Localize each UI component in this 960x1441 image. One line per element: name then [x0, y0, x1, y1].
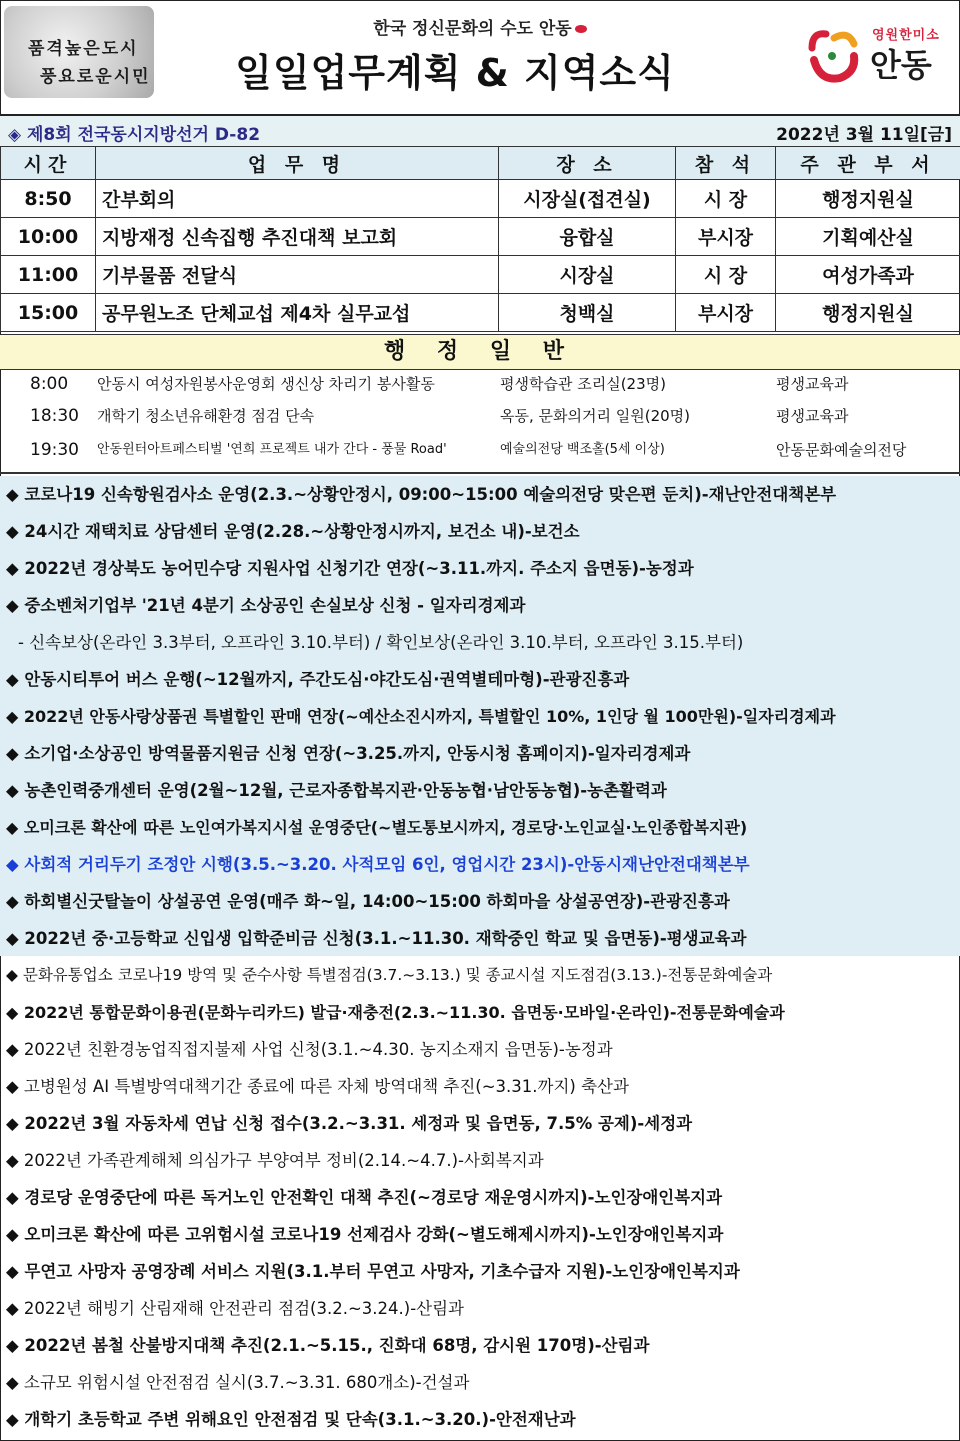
schedule-header-row: [1, 147, 960, 180]
notice-item: ◆ 2022년 해빙기 산림재해 안전관리 점검(3.2.~3.24.)-산림과: [6, 1299, 464, 1318]
notice-item: ◆ 2022년 3월 자동차세 연납 신청 접수(3.2.~3.31. 세정과 및 읍면동, 7.5% 공제)-세정과: [6, 1114, 693, 1133]
list-item: [0, 435, 960, 465]
row-time: 11:00: [1, 256, 96, 294]
notice-item: ◆ 개학기 초등학교 주변 위해요인 안전점검 및 단속(3.1.~3.20.)-안전재난과: [6, 1410, 576, 1429]
admin-time: 18:30: [30, 406, 79, 426]
col-header-time: 시간: [1, 147, 96, 180]
row-attend: 부시장: [676, 218, 776, 256]
notice-item: ◆ 소규모 위험시설 안전점검 실시(3.7.~3.31. 680개소)-건설과: [6, 1373, 470, 1392]
smile-logo-icon: [806, 26, 862, 86]
notice-item: ◆ 2022년 통합문화이용권(문화누리카드) 발급·재충전(2.3.~11.30. 읍면동·모바일·온라인)-전통문화예술과: [6, 1003, 785, 1022]
row-attend: 시 장: [676, 256, 776, 294]
row-place: 시장실: [499, 256, 676, 294]
col-header-dept: 주 관 부 서: [776, 147, 960, 180]
election-countdown: ◈ 제8회 전국동시지방선거 D-82: [8, 125, 261, 145]
row-task: 지방재정 신속집행 추진대책 보고회: [96, 218, 499, 256]
admin-title: 안동윈터아트페스티벌 '연희 프로젝트 내가 간다 - 풍물 Road': [97, 442, 447, 457]
notice-item: ◆ 무연고 사망자 공영장례 서비스 지원(3.1.부터 무연고 사망자, 기초수급자 지원)-노인장애인복지과: [6, 1262, 740, 1281]
notice-item: ◆ 고병원성 AI 특별방역대책기간 종료에 따른 자체 방역대책 추진(~3.31.까지) 축산과: [6, 1077, 629, 1096]
notice-item: ◆ 24시간 재택치료 상담센터 운영(2.28.~상황안정시까지, 보건소 내)-보건소: [6, 522, 580, 541]
notice-item: ◆ 중소벤처기업부 '21년 4분기 소상공인 손실보상 신청 - 일자리경제과: [6, 596, 526, 615]
admin-dept: 평생교육과: [776, 407, 849, 425]
admin-time: 8:00: [30, 374, 69, 394]
notice-item: ◆ 2022년 안동사랑상품권 특별할인 판매 연장(~예산소진시까지, 특별할인 10%, 1인당 월 100만원)-일자리경제과: [6, 707, 836, 726]
row-dept: 행정지원실: [776, 180, 960, 218]
table-row: [1, 294, 960, 332]
header: [0, 0, 960, 106]
row-task: 기부물품 전달식: [96, 256, 499, 294]
admin-title: 안동시 여성자원봉사운영회 생신상 차리기 봉사활동: [97, 375, 435, 393]
admin-title: 개학기 청소년유해환경 점검 단속: [97, 407, 315, 425]
admin-place: 예술의전당 백조홀(5세 이상): [500, 442, 665, 457]
notice-item: ◆ 2022년 친환경농업직접지불제 사업 신청(3.1.~4.30. 농지소재지 읍면동)-농정과: [6, 1040, 613, 1059]
row-time: 15:00: [1, 294, 96, 332]
notice-item: ◆ 코로나19 신속항원검사소 운영(2.3.~상황안정시, 09:00~15:00 예술의전당 맞은편 둔치)-재난안전대책본부: [6, 485, 837, 504]
row-time: 10:00: [1, 218, 96, 256]
notice-item: ◆ 2022년 봄철 산불방지대책 추진(2.1.~5.15., 진화대 68명, 감시원 170명)-산림과: [6, 1336, 650, 1355]
notice-item: ◆ 오미크론 확산에 따른 고위험시설 코로나19 선제검사 강화(~별도해제시까지)-노인장애인복지과: [6, 1225, 724, 1244]
row-dept: 여성가족과: [776, 256, 960, 294]
logo-name: 안동: [870, 46, 932, 84]
row-dept: 기획예산실: [776, 218, 960, 256]
row-dept: 행정지원실: [776, 294, 960, 332]
row-place: 융합실: [499, 218, 676, 256]
row-attend: 부시장: [676, 294, 776, 332]
notice-item: ◆ 하회별신굿탈놀이 상설공연 운영(매주 화~일, 14:00~15:00 하회마을 상설공연장)-관광진흥과: [6, 892, 730, 911]
subtitle-text: 한국 정신문화의 수도 안동: [373, 19, 572, 39]
col-header-attend: 참 석: [676, 147, 776, 180]
row-attend: 시 장: [676, 180, 776, 218]
row-time: 8:50: [1, 180, 96, 218]
andong-logo: [806, 20, 946, 90]
admin-place: 평생학습관 조리실(23명): [500, 375, 666, 393]
notice-subitem: - 신속보상(온라인 3.3부터, 오프라인 3.10.부터) / 확인보상(온라인 3.10.부터, 오프라인 3.15.부터): [18, 633, 744, 652]
notice-item: ◆ 2022년 경상북도 농어민수당 지원사업 신청기간 연장(~3.11.까지. 주소지 읍면동)-농정과: [6, 559, 694, 578]
table-row: [1, 256, 960, 294]
col-header-place: 장 소: [499, 147, 676, 180]
notice-item: ◆ 농촌인력중개센터 운영(2월~12월, 근로자종합복지관·안동농협·남안동농협)-농촌활력과: [6, 781, 667, 800]
list-item: [0, 401, 960, 431]
notice-item: ◆ 안동시티투어 버스 운행(~12월까지, 주간도심·야간도심·권역별테마형)-관광진흥과: [6, 670, 630, 689]
table-row: [1, 218, 960, 256]
col-header-task: 업 무 명: [96, 147, 499, 180]
admin-section-heading: 행 정 일 반: [0, 334, 960, 370]
admin-place: 옥동, 문화의거리 일원(20명): [500, 407, 690, 425]
logo-slogan: 영원한미소: [872, 28, 940, 43]
notice-item: ◆ 오미크론 확산에 따른 노인여가복지시설 운영중단(~별도통보시까지, 경로당·노인교실·노인종합복지관): [6, 818, 748, 837]
row-place: 청백실: [499, 294, 676, 332]
notice-item: ◆ 사회적 거리두기 조정안 시행(3.5.~3.20. 사적모임 6인, 영업시간 23시)-안동시재난안전대책본부: [6, 855, 750, 874]
admin-time: 19:30: [30, 440, 79, 460]
page-title: 일일업무계획 & 지역소식: [235, 51, 675, 95]
eye-icon: [575, 25, 587, 33]
row-place: 시장실(접견실): [499, 180, 676, 218]
notice-item: ◆ 2022년 가족관계해체 의심가구 부양여부 정비(2.14.~4.7.)-사회복지과: [6, 1151, 544, 1170]
table-row: [1, 180, 960, 218]
date-label: 2022년 3월 11일[금]: [776, 125, 952, 145]
info-bar: [0, 114, 960, 149]
notice-item: ◆ 소기업·소상공인 방역물품지원금 신청 연장(~3.25.까지, 안동시청 홈페이지)-일자리경제과: [6, 744, 691, 763]
notice-item: ◆ 2022년 중·고등학교 신입생 입학준비금 신청(3.1.~11.30. 재학중인 학교 및 읍면동)-평생교육과: [6, 929, 747, 948]
admin-dept: 평생교육과: [776, 375, 849, 393]
admin-dept: 안동문화예술의전당: [776, 441, 907, 459]
row-task: 간부회의: [96, 180, 499, 218]
section-divider: [0, 472, 960, 474]
notice-item: ◆ 문화유통업소 코로나19 방역 및 준수사항 특별점검(3.7.~3.13.) 및 종교시설 지도점검(3.13.)-전통문화예술과: [6, 966, 773, 984]
schedule-table: [0, 146, 960, 332]
slogan-line2: 풍요로운시민: [40, 67, 151, 87]
slogan-line1: 품격높은도시: [28, 39, 139, 59]
list-item: [0, 369, 960, 399]
notice-item: ◆ 경로당 운영중단에 따른 독거노인 안전확인 대책 추진(~경로당 재운영시까지)-노인장애인복지과: [6, 1188, 723, 1207]
row-task: 공무원노조 단체교섭 제4차 실무교섭: [96, 294, 499, 332]
